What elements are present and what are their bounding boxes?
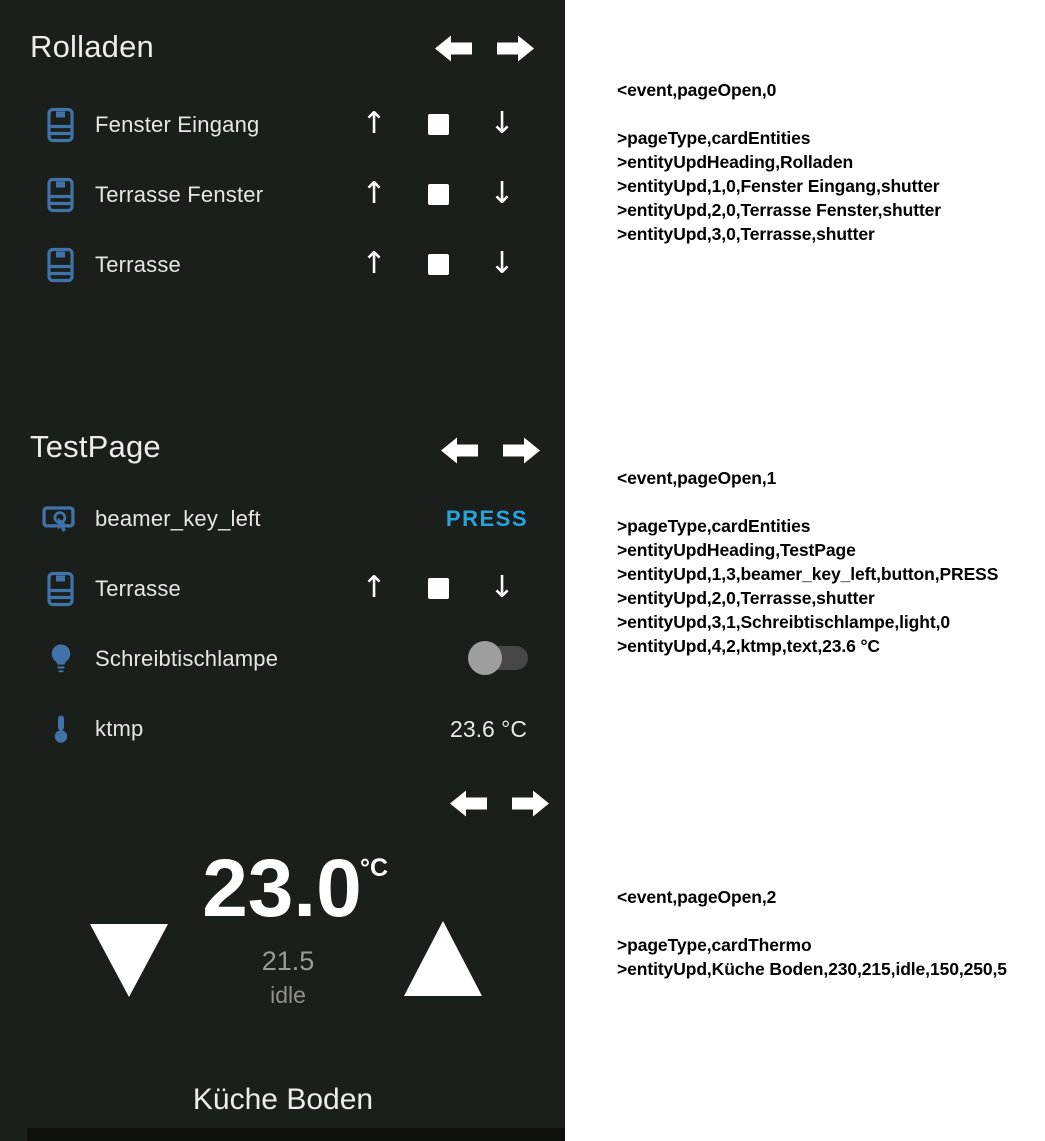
thermometer-icon [52,715,70,744]
panel-bottom-edge [27,1128,565,1141]
entity-row [0,235,565,295]
protocol-line: >entityUpd,Küche Boden,230,215,idle,150,250,5 [617,959,1007,979]
protocol-block [617,466,998,658]
shutter-down-button[interactable]: ↓ [489,570,515,605]
shutter-stop-button[interactable] [428,114,449,135]
nav-prev-icon[interactable] [435,33,472,64]
shutter-icon [47,178,74,213]
shutter-down-button[interactable]: ↓ [489,246,515,281]
temp-up-button[interactable] [404,921,482,996]
protocol-line [617,909,1007,933]
shutter-down-button[interactable]: ↓ [489,176,515,211]
page-nav [435,33,534,64]
current-temp: 23.0 [202,843,362,934]
entity-label: Schreibtischlampe [95,646,279,671]
entity-row [0,699,565,759]
press-button[interactable]: PRESS [445,506,528,531]
nav-next-icon[interactable] [497,33,534,64]
temp-down-button[interactable] [90,924,168,997]
entity-row [0,629,565,689]
protocol-line: <event,pageOpen,0 [617,80,777,100]
shutter-stop-button[interactable] [428,254,449,275]
nav-next-icon[interactable] [512,788,549,819]
card-testpage [0,410,565,770]
shutter-stop-button[interactable] [428,578,449,599]
protocol-line: >entityUpd,1,3,beamer_key_left,button,PRESS [617,564,999,584]
shutter-up-button[interactable]: ↑ [361,570,387,605]
nav-next-icon[interactable] [503,435,540,466]
card-rolladen [0,0,565,410]
entity-row [0,165,565,225]
entity-label: beamer_key_left [95,506,261,531]
protocol-line [617,102,941,126]
tap-button-icon [42,502,75,536]
entity-row [0,559,565,619]
protocol-line: >entityUpd,3,1,Schreibtischlampe,light,0 [617,612,950,632]
protocol-line: >entityUpd,1,0,Fenster Eingang,shutter [617,176,940,196]
shutter-down-button[interactable]: ↓ [489,106,515,141]
nav-prev-icon[interactable] [441,435,478,466]
entity-value: 23.6 °C [450,716,527,742]
nav-prev-icon[interactable] [450,788,487,819]
protocol-line: <event,pageOpen,1 [617,468,777,488]
shutter-icon [47,108,74,143]
entity-row [0,95,565,155]
entity-label: Terrasse [95,252,181,277]
lightbulb-icon [47,642,75,676]
light-toggle[interactable] [468,640,528,676]
protocol-line: >entityUpd,3,0,Terrasse,shutter [617,224,875,244]
protocol-line: >pageType,cardEntities [617,128,811,148]
page-nav [450,788,549,819]
protocol-line [617,490,998,514]
entity-label: ktmp [95,716,144,741]
protocol-line: >pageType,cardEntities [617,516,811,536]
shutter-stop-button[interactable] [428,184,449,205]
temp-unit: °C [360,854,389,882]
toggle-knob [468,641,502,675]
protocol-line: >entityUpd,2,0,Terrasse Fenster,shutter [617,200,942,220]
card-thermo [0,770,565,1141]
hvac-status: idle [270,982,306,1008]
protocol-line: >pageType,cardThermo [617,935,812,955]
shutter-up-button[interactable]: ↑ [361,176,387,211]
entity-label: Terrasse [95,576,181,601]
shutter-icon [47,572,74,607]
protocol-line: >entityUpd,4,2,ktmp,text,23.6 °C [617,636,880,656]
page-nav [441,435,540,466]
entity-label: Terrasse Fenster [95,182,264,207]
entity-label: Fenster Eingang [95,112,260,137]
entity-row [0,489,565,549]
protocol-line: >entityUpdHeading,Rolladen [617,152,854,172]
setpoint-temp: 21.5 [261,946,315,976]
shutter-up-button[interactable]: ↑ [361,246,387,281]
page-heading: Rolladen [30,29,154,64]
protocol-line: >entityUpd,2,0,Terrasse,shutter [617,588,875,608]
page-heading: TestPage [30,429,161,464]
protocol-block [617,78,941,246]
protocol-line: <event,pageOpen,2 [617,887,777,907]
shutter-up-button[interactable]: ↑ [361,106,387,141]
protocol-block [617,885,1007,981]
thermo-title: Küche Boden [192,1083,374,1116]
protocol-line: >entityUpdHeading,TestPage [617,540,856,560]
shutter-icon [47,248,74,283]
